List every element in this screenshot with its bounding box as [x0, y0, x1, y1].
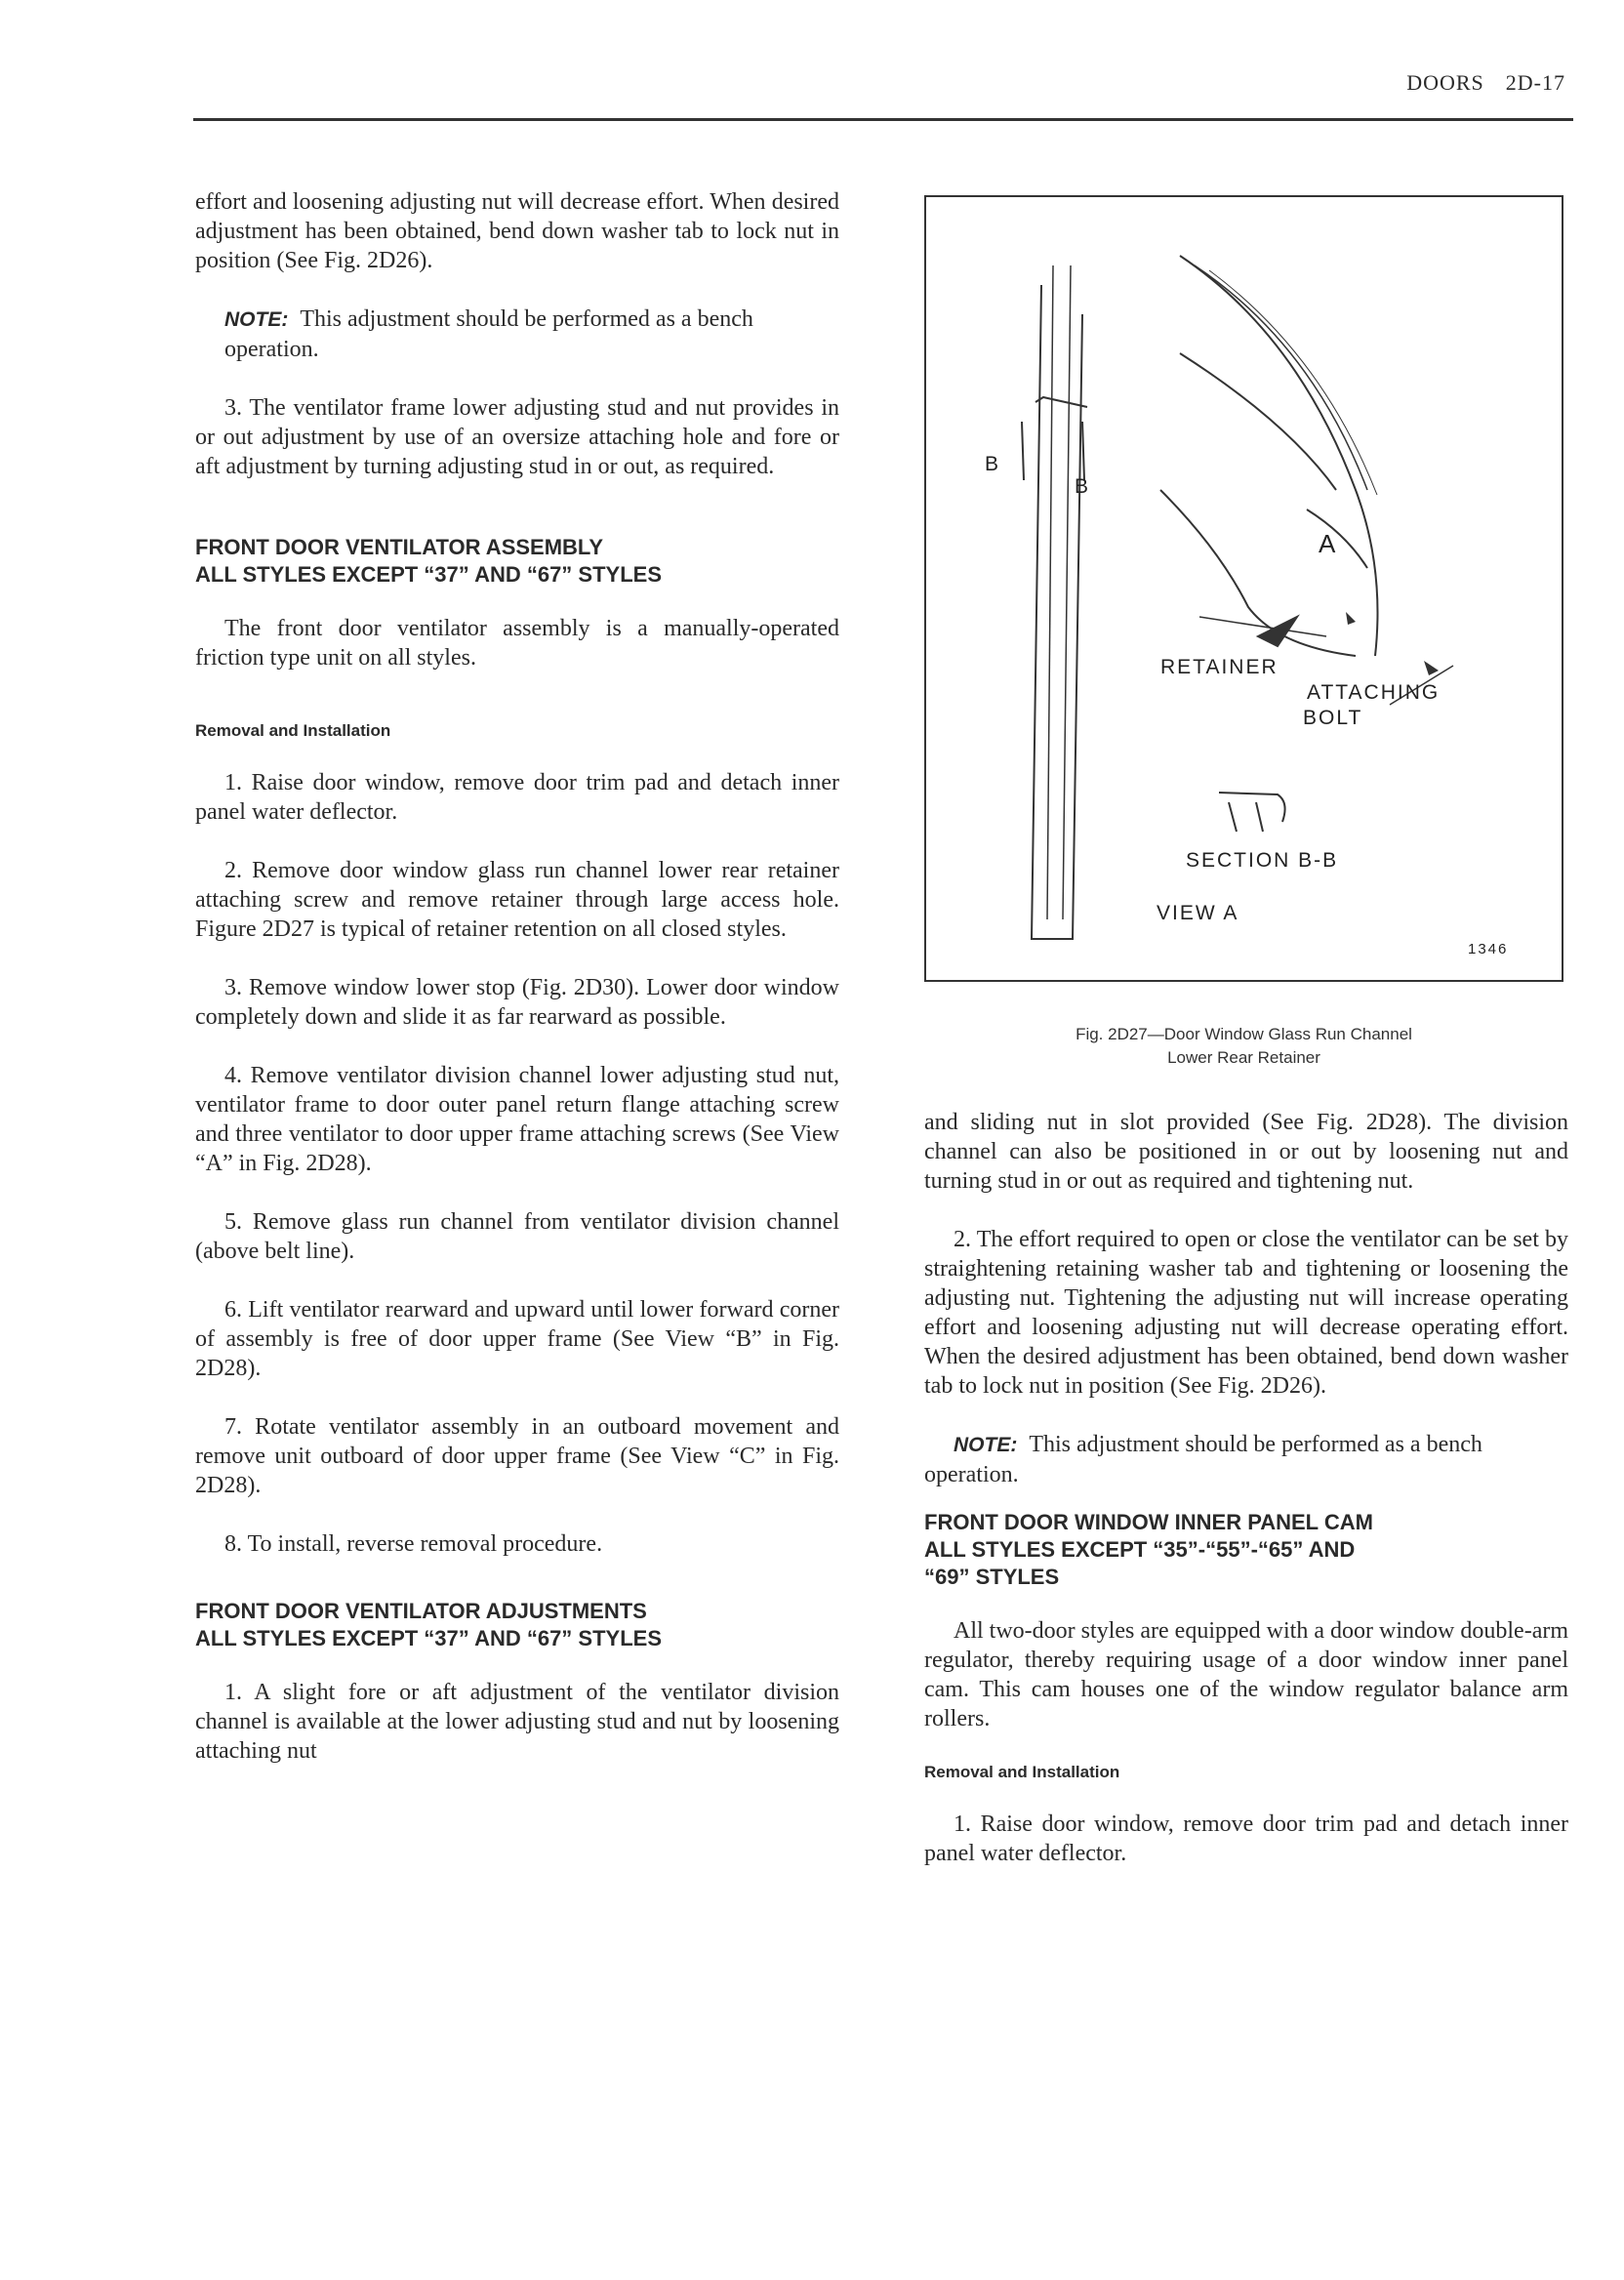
heading-line: ALL STYLES EXCEPT “37” AND “67” STYLES [195, 562, 662, 587]
label-b-right: B [1075, 475, 1091, 498]
heading-line: ALL STYLES EXCEPT “35”-“55”-“65” AND [924, 1537, 1356, 1562]
subheading: Removal and Installation [924, 1763, 1120, 1781]
paragraph: 2. The effort required to open or close the ventilator can be set by straightening retaining washer tab and tightening or loosening the adjusting nut. Tightening the adjusting nut will increase operating effort and loosening adjusting nut will decrease operating effort. When the desired adjustment has been obtained, bend down washer tab to lock nut in position (See Fig. 2D26). [924, 1227, 1568, 1399]
heading-line: FRONT DOOR WINDOW INNER PANEL CAM [924, 1510, 1373, 1534]
label-section: SECTION B-B [1186, 849, 1339, 872]
left-column [195, 187, 839, 1795]
figure-number: 1346 [1468, 941, 1509, 957]
paragraph: 3. The ventilator frame lower adjusting stud and nut provides in or out adjustment by use of an oversize attaching hole and fore or aft adjustment by turning adjusting stud in or out, as required. [195, 395, 839, 479]
note-text: This adjustment should be performed as a bench operation. [924, 1432, 1482, 1487]
step: 3. Remove window lower stop (Fig. 2D30). Lower door window completely down and slide it as far rearward as possible. [195, 975, 839, 1030]
step: 5. Remove glass run channel from ventilator division channel (above belt line). [195, 1209, 839, 1264]
label-a: A [1319, 529, 1338, 558]
subheading: Removal and Installation [195, 721, 391, 740]
note [195, 305, 839, 364]
paragraph: All two-door styles are equipped with a door window double-arm regulator, thereby requiring usage of a door window inner panel cam. This cam houses one of the window regulator balance arm rollers. [924, 1618, 1568, 1731]
heading-line: “69” STYLES [924, 1565, 1060, 1589]
step: 1. Raise door window, remove door trim pad and detach inner panel water deflector. [195, 770, 839, 825]
step: 4. Remove ventilator division channel lower adjusting stud nut, ventilator frame to door outer panel return flange attaching screw and three ventilator to door upper frame attaching screws (See View “A” in Fig. 2D28). [195, 1063, 839, 1176]
header-section: DOORS [1406, 70, 1484, 95]
section-heading [195, 1598, 839, 1652]
label-retainer: RETAINER [1160, 656, 1279, 678]
step: 8. To install, reverse removal procedure. [224, 1531, 603, 1557]
note-label: NOTE: [954, 1434, 1018, 1456]
paragraph: 1. A slight fore or aft adjustment of the ventilator division channel is available at the lower adjusting stud and nut by loosening attaching nut [195, 1680, 839, 1764]
step: 7. Rotate ventilator assembly in an outboard movement and remove unit outboard of door upper frame (See View “C” in Fig. 2D28). [195, 1414, 839, 1498]
figure-2d27 [924, 195, 1563, 982]
step: 6. Lift ventilator rearward and upward until lower forward corner of assembly is free of door upper frame (See View “B” in Fig. 2D28). [195, 1297, 839, 1381]
heading-line: FRONT DOOR VENTILATOR ADJUSTMENTS [195, 1599, 647, 1623]
header-page-number: 2D-17 [1505, 70, 1565, 95]
note-text: This adjustment should be performed as a bench operation. [224, 306, 753, 362]
paragraph: 1. Raise door window, remove door trim pad and detach inner panel water deflector. [924, 1812, 1568, 1866]
header-rule [193, 118, 1573, 121]
label-attaching: ATTACHING [1307, 681, 1441, 704]
label-b-left: B [985, 453, 1001, 475]
caption-line: Lower Rear Retainer [1167, 1048, 1320, 1067]
paragraph: effort and loosening adjusting nut will decrease effort. When desired adjustment has been obtained, bend down washer tab to lock nut in position (See Fig. 2D26). [195, 189, 839, 273]
note [924, 1430, 1568, 1489]
section-heading [924, 1509, 1568, 1591]
paragraph: and sliding nut in slot provided (See Fig. 2D28). The division channel can also be positioned in or out by loosening nut and turning stud in or out as required and tightening nut. [924, 1110, 1568, 1194]
heading-line: ALL STYLES EXCEPT “37” AND “67” STYLES [195, 1626, 662, 1650]
section-heading [195, 534, 839, 589]
right-column [924, 1108, 1568, 1897]
note-label: NOTE: [224, 308, 289, 331]
heading-line: FRONT DOOR VENTILATOR ASSEMBLY [195, 535, 604, 559]
page-header [1406, 70, 1565, 96]
caption-line: Fig. 2D27—Door Window Glass Run Channel [1076, 1025, 1412, 1043]
label-view: VIEW A [1157, 902, 1239, 924]
paragraph: The front door ventilator assembly is a manually-operated friction type unit on all styles. [195, 616, 839, 671]
step: 2. Remove door window glass run channel lower rear retainer attaching screw and remove retainer through large access hole. Figure 2D27 is typical of retainer retention on all closed styles. [195, 858, 839, 942]
figure-caption [924, 1023, 1563, 1070]
label-bolt: BOLT [1303, 707, 1363, 729]
